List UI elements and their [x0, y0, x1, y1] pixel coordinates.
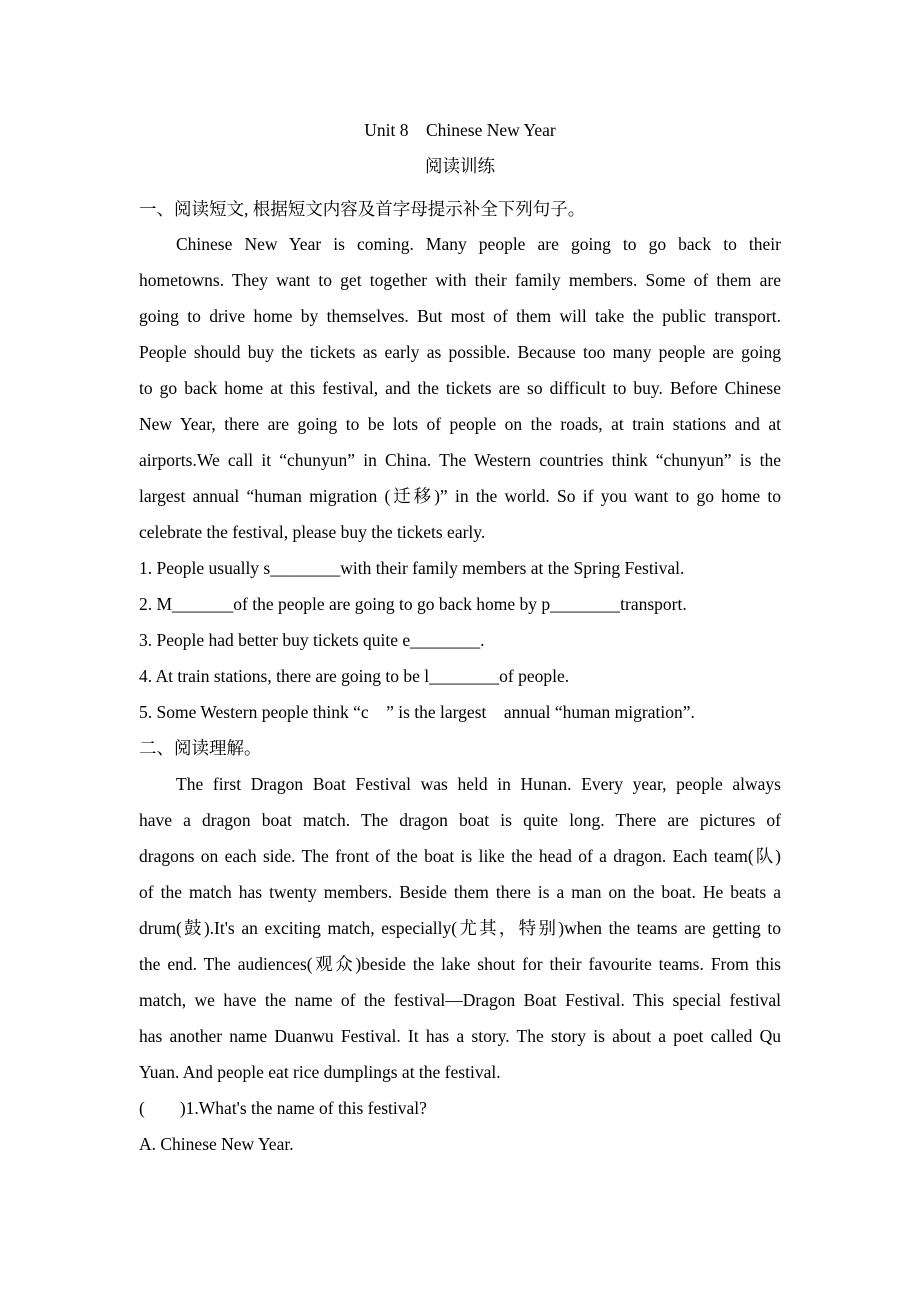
passage-2	[139, 766, 781, 1090]
passage-line: largest annual “human migration (迁移)” in the world. So if you want to go home to	[139, 486, 781, 506]
section-heading-1: 一、阅读短文, 根据短文内容及首字母提示补全下列句子。	[139, 199, 586, 219]
fill-item: 2. M_______of the people are going to go back home by p________transport.	[139, 594, 687, 614]
passage-line: celebrate the festival, please buy the tickets early.	[139, 522, 486, 542]
passage-line: the end. The audiences(观众)beside the lake shout for their favourite teams. From this	[139, 954, 781, 974]
passage-line: airports.We call it “chunyun” in China. The Western countries think “chunyun” is the	[139, 450, 781, 470]
passage-1	[139, 226, 781, 550]
passage-line: Yuan. And people eat rice dumplings at the festival.	[139, 1062, 501, 1082]
passage-line: to go back home at this festival, and the tickets are so difficult to buy. Before Chinese	[139, 378, 781, 398]
fill-item: 3. People had better buy tickets quite e________.	[139, 630, 485, 650]
passage-line: have a dragon boat match. The dragon boat is quite long. There are pictures of	[139, 810, 781, 830]
fill-item: 1. People usually s________with their family members at the Spring Festival.	[139, 558, 685, 578]
document-title: Unit 8 Chinese New Year	[364, 120, 556, 140]
passage-line: The first Dragon Boat Festival was held in Hunan. Every year, people always	[176, 774, 781, 794]
passage-line: People should buy the tickets as early as possible. Because too many people are going	[139, 342, 781, 362]
passage-line: hometowns. They want to get together with their family members. Some of them are	[139, 270, 781, 290]
fill-item: 4. At train stations, there are going to be l________of people.	[139, 666, 570, 686]
passage-line: drum(鼓).It's an exciting match, especially(尤其，特别)when the teams are getting to	[139, 918, 781, 938]
fill-item: 5. Some Western people think “c ” is the largest annual “human migration”.	[139, 702, 695, 722]
passage-line: going to drive home by themselves. But most of them will take the public transport.	[139, 306, 781, 326]
question-1: ( )1.What's the name of this festival?	[139, 1098, 427, 1118]
fill-in-items	[139, 550, 781, 730]
passage-line: has another name Duanwu Festival. It has a story. The story is about a poet called Qu	[139, 1026, 781, 1046]
passage-line: match, we have the name of the festival—Dragon Boat Festival. This special festival	[139, 990, 781, 1010]
passage-line: New Year, there are going to be lots of people on the roads, at train stations and at	[139, 414, 781, 434]
option-a: A. Chinese New Year.	[139, 1134, 294, 1154]
passage-line: Chinese New Year is coming. Many people are going to go back to their	[176, 234, 781, 254]
passage-line: dragons on each side. The front of the boat is like the head of a dragon. Each team(队)	[139, 846, 781, 866]
document-page	[139, 112, 781, 1162]
section-heading-2: 二、阅读理解。	[139, 738, 262, 758]
passage-line: of the match has twenty members. Beside them there is a man on the boat. He beats a	[139, 882, 781, 902]
document-subtitle: 阅读训练	[425, 156, 495, 176]
